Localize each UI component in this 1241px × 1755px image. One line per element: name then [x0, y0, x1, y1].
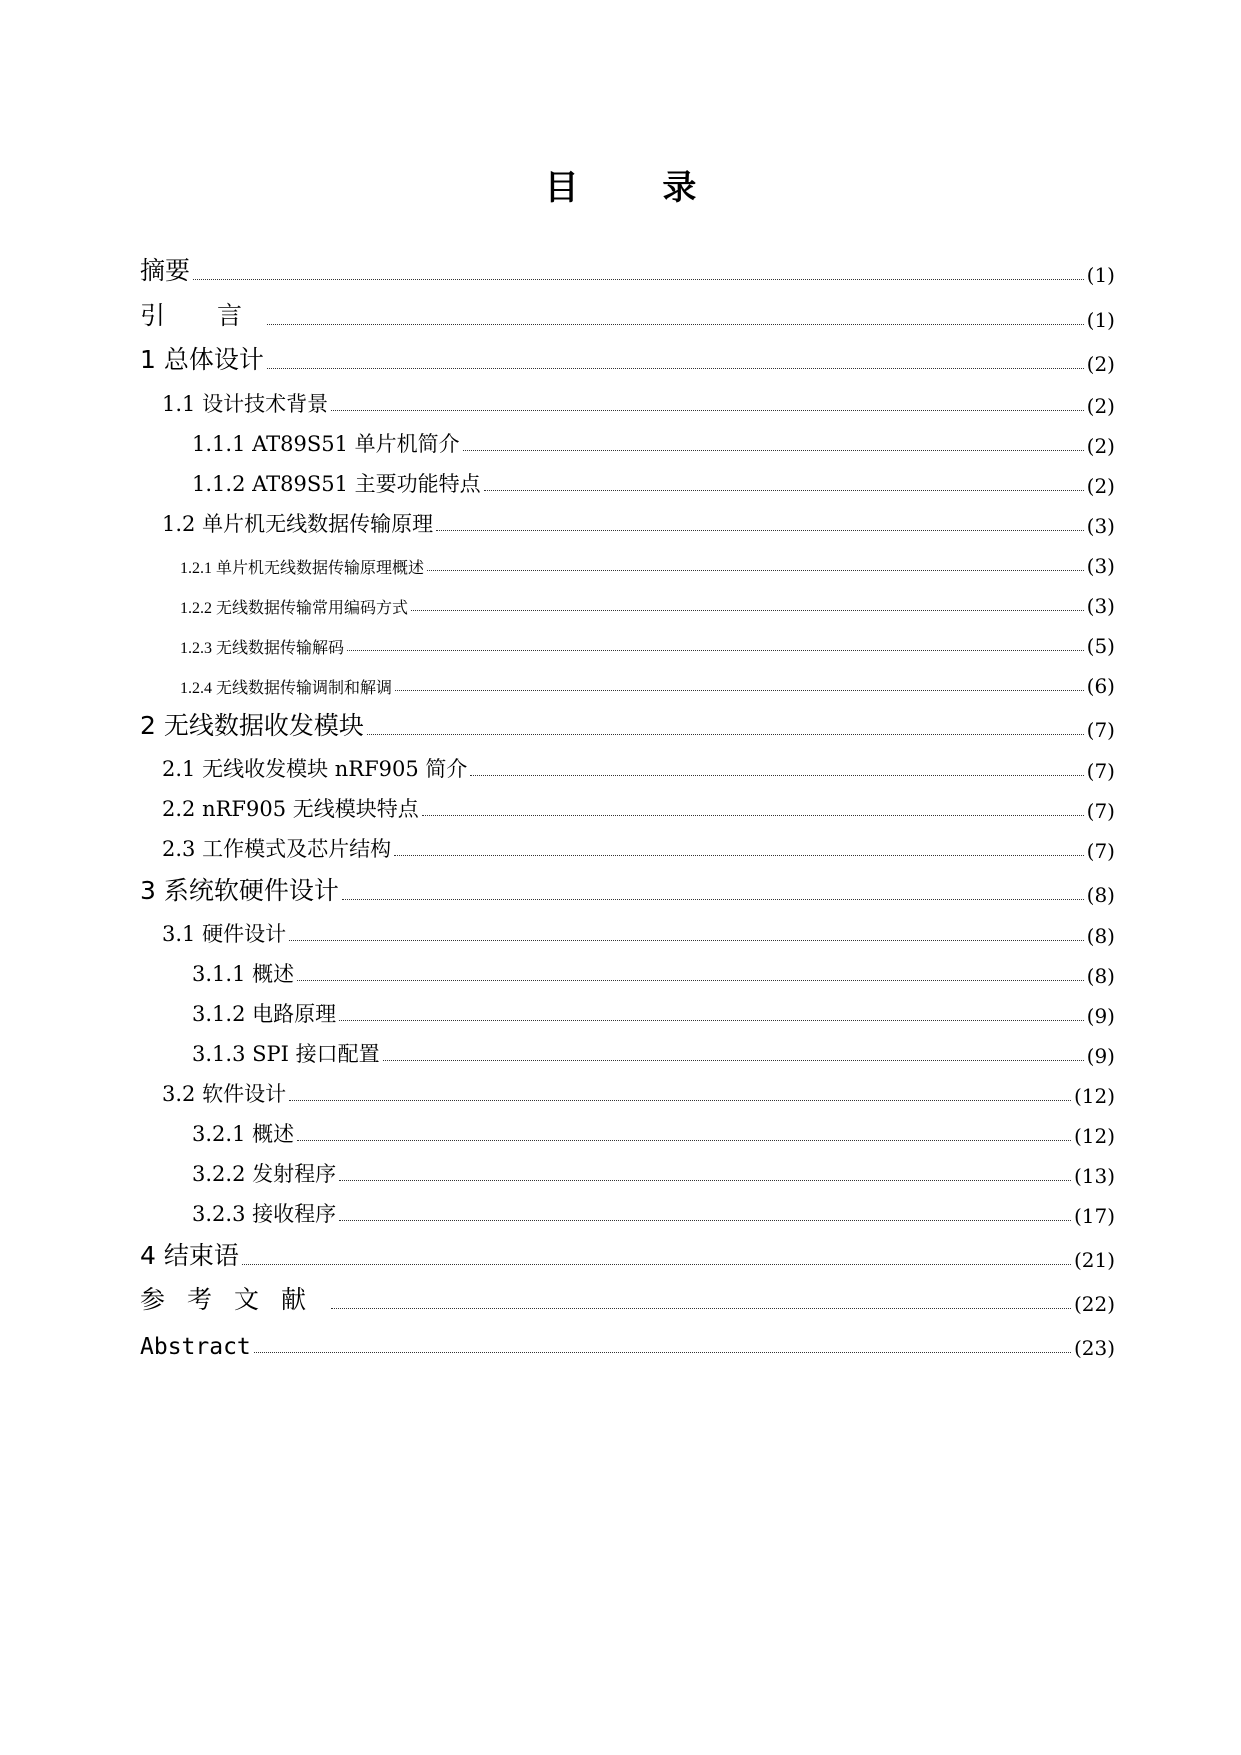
toc-entry[interactable] — [140, 831, 1115, 863]
toc-entry-page: (3) — [1086, 594, 1115, 618]
toc-entry[interactable] — [140, 916, 1115, 948]
toc-entry-page: (8) — [1086, 964, 1115, 988]
dot-leader — [242, 1264, 1071, 1265]
toc-entry-page: (8) — [1086, 924, 1115, 948]
dot-leader — [331, 1308, 1071, 1309]
toc-entry[interactable] — [140, 1328, 1115, 1360]
toc-entry-page: (12) — [1073, 1124, 1115, 1148]
toc-entry-label: 3.1.2 电路原理 — [192, 1002, 337, 1026]
toc-entry[interactable] — [140, 1156, 1115, 1188]
toc-entry-page: (9) — [1086, 1004, 1115, 1028]
dot-leader — [267, 324, 1084, 325]
dot-leader — [463, 450, 1084, 451]
toc-entry[interactable] — [140, 1076, 1115, 1108]
toc-entry[interactable] — [140, 1196, 1115, 1228]
toc-entry[interactable] — [140, 586, 1115, 618]
toc-entry[interactable] — [140, 666, 1115, 698]
dot-leader — [347, 650, 1084, 651]
dot-leader — [254, 1352, 1071, 1353]
toc-entry[interactable] — [140, 956, 1115, 988]
toc-entry-page: (7) — [1086, 718, 1115, 742]
toc-entry-label: 2.3 工作模式及芯片结构 — [162, 837, 392, 861]
toc-entry-label: 3.2.1 概述 — [192, 1122, 295, 1146]
toc-entry[interactable] — [140, 300, 1115, 332]
toc-entry[interactable] — [140, 546, 1115, 578]
dot-leader — [367, 734, 1084, 735]
toc-entry-label: 1.2 单片机无线数据传输原理 — [162, 512, 434, 536]
toc-entry-page: (2) — [1086, 394, 1115, 418]
toc-entry[interactable] — [140, 1240, 1115, 1272]
toc-entry-label: 3.2.3 接收程序 — [192, 1202, 337, 1226]
toc-entry[interactable] — [140, 1036, 1115, 1068]
toc-entry-label: 2 无线数据收发模块 — [140, 711, 364, 740]
toc-entry[interactable] — [140, 506, 1115, 538]
dot-leader — [289, 1100, 1071, 1101]
toc-entry-page: (13) — [1073, 1164, 1115, 1188]
dot-leader — [339, 1220, 1071, 1221]
page-title: 目 录 — [544, 168, 733, 208]
toc-entry-page: (23) — [1073, 1336, 1115, 1360]
toc-entry-label: 1.2.4 无线数据传输调制和解调 — [180, 680, 393, 697]
toc-entry-page: (3) — [1086, 554, 1115, 578]
toc-entry-label: Abstract — [140, 1334, 251, 1360]
toc-entry-label: 1.1.2 AT89S51 主要功能特点 — [192, 472, 481, 496]
toc-entry-page: (3) — [1086, 514, 1115, 538]
dot-leader — [470, 775, 1083, 776]
dot-leader — [331, 410, 1084, 411]
dot-leader — [484, 490, 1084, 491]
toc-entry-label: 1.1.1 AT89S51 单片机简介 — [192, 432, 460, 456]
dot-leader — [339, 1180, 1071, 1181]
toc-entry-label: 1.2.2 无线数据传输常用编码方式 — [180, 600, 409, 617]
dot-leader — [289, 940, 1084, 941]
toc-entry-page: (6) — [1086, 674, 1115, 698]
toc-entry-label: 1.2.1 单片机无线数据传输原理概述 — [180, 560, 425, 577]
toc-entry[interactable] — [140, 255, 1115, 287]
toc-entry[interactable] — [140, 626, 1115, 658]
dot-leader — [193, 279, 1084, 280]
toc-entry-label: 参考文献 — [140, 1285, 329, 1314]
toc-entry[interactable] — [140, 426, 1115, 458]
toc-entry[interactable] — [140, 791, 1115, 823]
toc-entry-label: 3.1.1 概述 — [192, 962, 295, 986]
dot-leader — [342, 899, 1084, 900]
dot-leader — [394, 855, 1084, 856]
toc-entry-page: (2) — [1086, 474, 1115, 498]
dot-leader — [267, 368, 1084, 369]
dot-leader — [383, 1060, 1084, 1061]
toc-entry[interactable] — [140, 466, 1115, 498]
toc-entry-label: 引 言 — [140, 301, 264, 330]
toc-entry-label: 4 结束语 — [140, 1241, 239, 1270]
toc-entry-label: 3.2.2 发射程序 — [192, 1162, 337, 1186]
dot-leader — [395, 690, 1084, 691]
toc-entry[interactable] — [140, 386, 1115, 418]
toc-entry-label: 摘要 — [140, 256, 191, 285]
toc-entry-page: (7) — [1086, 839, 1115, 863]
toc-entry-label: 2.2 nRF905 无线模块特点 — [162, 797, 419, 821]
toc-entry[interactable] — [140, 751, 1115, 783]
toc-entry-page: (21) — [1073, 1248, 1115, 1272]
toc-entry-page: (17) — [1073, 1204, 1115, 1228]
toc-entry-page: (1) — [1086, 308, 1115, 332]
dot-leader — [427, 570, 1084, 571]
toc-entry[interactable] — [140, 996, 1115, 1028]
toc-entry-label: 3.2 软件设计 — [162, 1082, 287, 1106]
toc-entry-page: (2) — [1086, 434, 1115, 458]
toc-entry-label: 1.2.3 无线数据传输解码 — [180, 640, 345, 657]
toc-entry-label: 3.1 硬件设计 — [162, 922, 287, 946]
toc-entry-label: 3 系统软硬件设计 — [140, 876, 339, 905]
toc-entry[interactable] — [140, 344, 1115, 376]
dot-leader — [297, 980, 1084, 981]
toc-entry[interactable] — [140, 1284, 1115, 1316]
toc-entry-page: (7) — [1086, 759, 1115, 783]
toc-entry[interactable] — [140, 1116, 1115, 1148]
toc-entry-page: (22) — [1073, 1292, 1115, 1316]
toc-entry-label: 1 总体设计 — [140, 345, 264, 374]
dot-leader — [411, 610, 1084, 611]
toc-entry-label: 1.1 设计技术背景 — [162, 392, 329, 416]
toc-entry[interactable] — [140, 875, 1115, 907]
toc-entry-page: (2) — [1086, 352, 1115, 376]
toc-entry-page: (9) — [1086, 1044, 1115, 1068]
toc-entry[interactable] — [140, 710, 1115, 742]
dot-leader — [339, 1020, 1084, 1021]
toc-entry-page: (12) — [1073, 1084, 1115, 1108]
toc-entry-page: (5) — [1086, 634, 1115, 658]
dot-leader — [297, 1140, 1071, 1141]
toc-entry-page: (1) — [1086, 263, 1115, 287]
dot-leader — [422, 815, 1084, 816]
toc-entry-page: (8) — [1086, 883, 1115, 907]
dot-leader — [436, 530, 1084, 531]
toc-entry-page: (7) — [1086, 799, 1115, 823]
toc-entry-label: 2.1 无线收发模块 nRF905 简介 — [162, 757, 468, 781]
toc-entry-label: 3.1.3 SPI 接口配置 — [192, 1042, 380, 1066]
